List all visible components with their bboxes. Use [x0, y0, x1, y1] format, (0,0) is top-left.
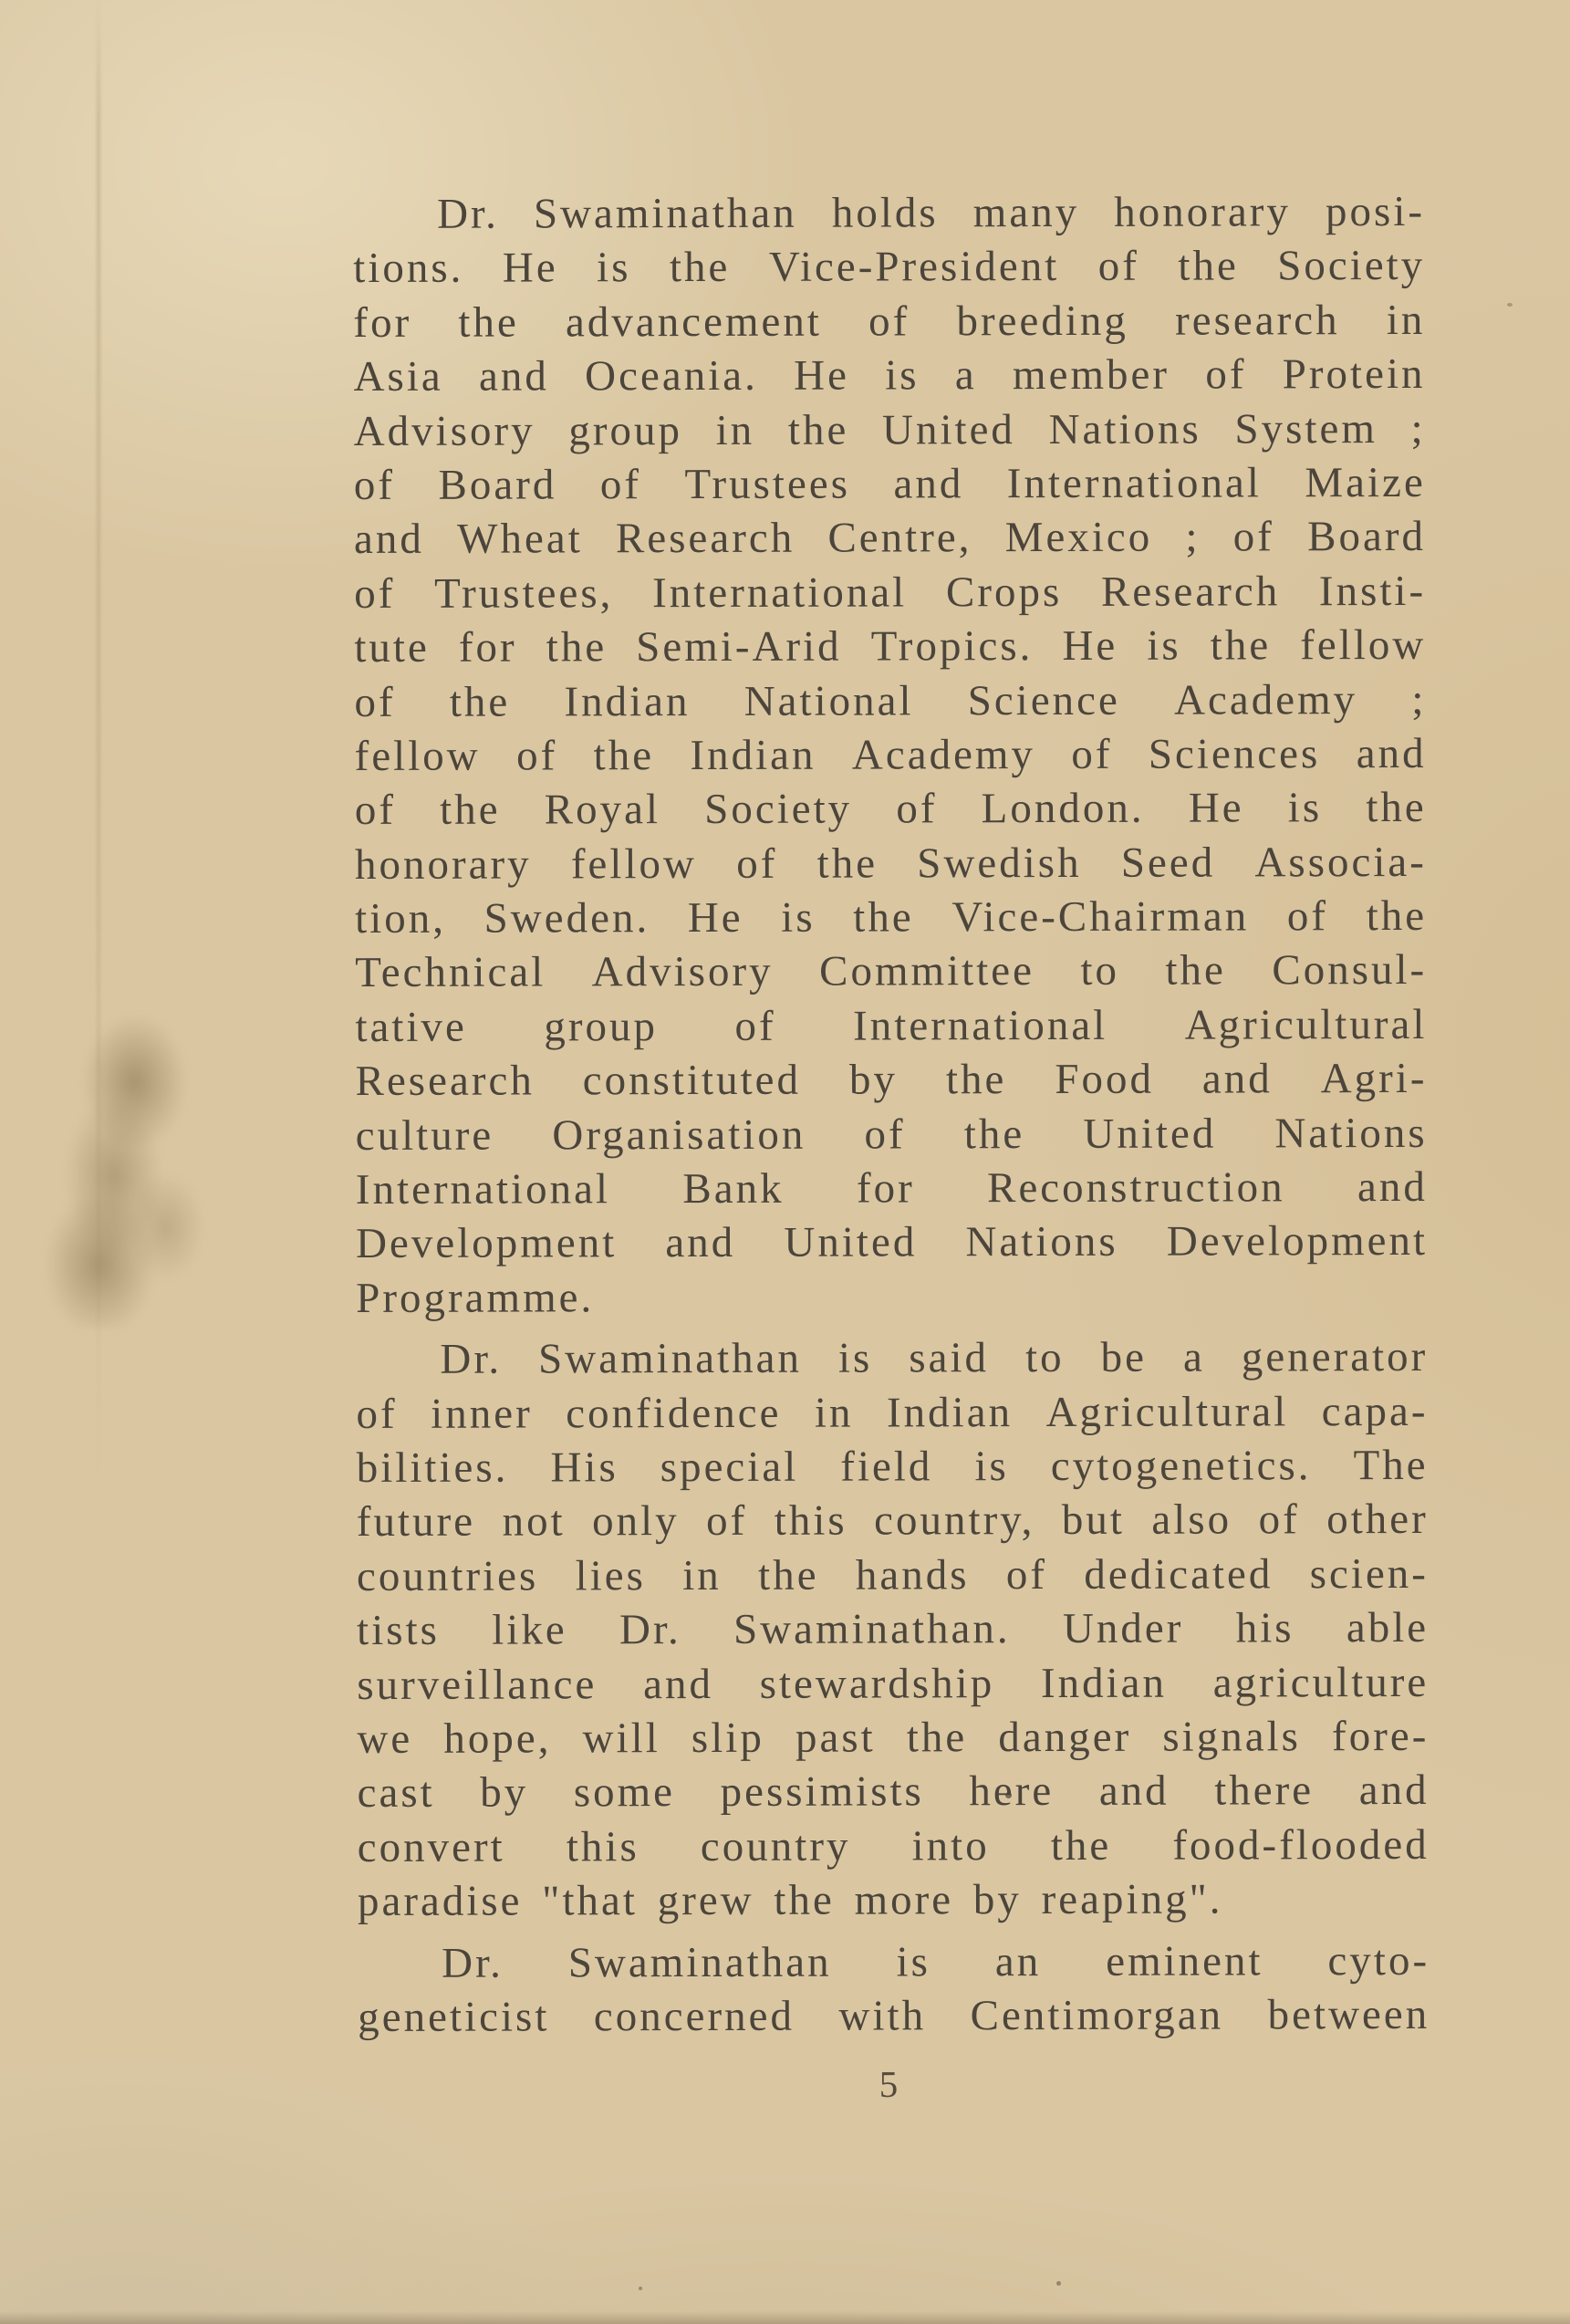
word: future [356, 1498, 476, 1547]
word: International [355, 1165, 611, 1214]
word: member [1012, 350, 1170, 400]
word: of [1071, 730, 1113, 778]
word: He [502, 244, 558, 292]
word: Royal [544, 786, 661, 834]
word: Swaminathan. [733, 1605, 1011, 1654]
word: Research [615, 515, 795, 563]
text-line [355, 1052, 1427, 1109]
text-line [357, 1439, 1429, 1495]
word: lies [575, 1551, 646, 1600]
word: Academy [851, 730, 1036, 779]
word: his [1235, 1604, 1294, 1652]
text-line [355, 727, 1427, 784]
word: able [1346, 1604, 1430, 1652]
word: hands [855, 1551, 970, 1600]
word: He [794, 351, 849, 400]
word: Maize [1305, 458, 1426, 507]
word: Swaminathan [533, 189, 797, 238]
word: Mexico [1004, 514, 1153, 562]
word: honorary [354, 840, 532, 889]
word: Agricultural [1184, 1000, 1428, 1049]
word: in [1386, 296, 1426, 344]
text-line [356, 1107, 1428, 1163]
word: group [544, 1002, 659, 1051]
word: and [1201, 1055, 1273, 1103]
word: country [700, 1822, 851, 1871]
word: and [643, 1660, 714, 1708]
word: United [1083, 1110, 1217, 1158]
word: this [774, 1496, 847, 1546]
word: the [1366, 891, 1428, 941]
paper-stain [27, 1013, 219, 1328]
text-line [357, 1655, 1429, 1712]
word: the [816, 839, 879, 888]
word: of [736, 839, 778, 888]
word: tative [355, 1003, 467, 1051]
word: of [868, 297, 910, 346]
word: pessimists [720, 1767, 924, 1817]
word: surveillance [357, 1660, 598, 1709]
word: fellow [1300, 621, 1427, 670]
word: Research [355, 1057, 535, 1106]
word: we [357, 1714, 413, 1763]
word: The [1353, 1441, 1429, 1490]
word: be [1100, 1333, 1148, 1382]
word: posi- [1325, 187, 1426, 236]
word: holds [831, 189, 939, 237]
word: tion, [355, 894, 447, 943]
word: but [1061, 1496, 1125, 1545]
word: Dr. [442, 1939, 504, 1987]
word: Semi-Arid [636, 622, 842, 672]
word: of [864, 1110, 906, 1159]
word: will [582, 1714, 660, 1763]
word: International [652, 568, 908, 617]
word: and [1356, 729, 1427, 778]
word: cytogenetics. [1050, 1442, 1312, 1490]
word: fore- [1331, 1712, 1430, 1761]
word: Nations [1048, 405, 1201, 453]
word: many [972, 188, 1080, 237]
word: signals [1162, 1713, 1301, 1761]
text-line [354, 619, 1426, 675]
word: and [1357, 1162, 1428, 1212]
paragraph [356, 1330, 1430, 1929]
word: fellow [354, 732, 481, 780]
word: Consul- [1272, 946, 1428, 995]
text-line [357, 1601, 1429, 1658]
text-line [357, 1710, 1429, 1766]
word: Trustees, [433, 568, 614, 618]
word: like [492, 1606, 567, 1654]
word: bilities. [356, 1443, 509, 1492]
text-line [353, 348, 1425, 404]
word: Agricultural [1045, 1387, 1289, 1436]
word: the [449, 678, 511, 726]
word: of [516, 732, 558, 780]
word: the [758, 1551, 819, 1600]
word: of [353, 461, 396, 509]
word: the [669, 244, 731, 292]
word: to [1024, 1334, 1065, 1382]
word: National [743, 676, 914, 725]
word: eminent [1106, 1936, 1263, 1985]
text-block [353, 185, 1430, 2045]
word: group [568, 406, 683, 454]
word: culture [355, 1111, 494, 1160]
text-line [355, 836, 1427, 892]
paper-speck [1507, 303, 1513, 307]
word: fellow [570, 839, 698, 889]
word: Seed [1120, 839, 1216, 887]
page-bottom-shadow [0, 2311, 1570, 2324]
text-line [357, 1493, 1429, 1549]
word: field [840, 1443, 933, 1491]
text-line [353, 239, 1425, 296]
word: some [573, 1768, 676, 1817]
word: inner [431, 1390, 533, 1438]
word: of [354, 569, 396, 618]
word: agriculture [1212, 1658, 1430, 1707]
word: of [354, 678, 396, 726]
word: Organisation [552, 1110, 806, 1160]
word: danger [998, 1713, 1132, 1762]
word: Indian [1040, 1659, 1168, 1707]
word: cast [357, 1769, 435, 1818]
word: past [795, 1714, 876, 1762]
word: United [881, 405, 1015, 454]
word: to [1080, 947, 1120, 995]
paragraph [353, 185, 1428, 1326]
word: country, [874, 1496, 1035, 1545]
word: Development [355, 1219, 618, 1268]
word: capa- [1321, 1387, 1429, 1435]
text-line: paradise "that grew the more by reaping". [357, 1875, 1223, 1926]
word: an [994, 1937, 1042, 1985]
word: Swedish [917, 839, 1082, 888]
word: Centre, [827, 514, 972, 562]
page-number: 5 [879, 2062, 899, 2106]
word: International [853, 1001, 1108, 1050]
word: and [665, 1219, 736, 1267]
word: this [566, 1822, 639, 1871]
word: and [1098, 1766, 1170, 1816]
word: in [715, 406, 755, 454]
text-line [358, 1933, 1430, 1990]
word: Technical [355, 948, 546, 997]
word: special [660, 1443, 799, 1492]
word: constituted [582, 1056, 802, 1105]
word: Indian [886, 1388, 1014, 1437]
word: Board [1307, 513, 1427, 561]
word: for [353, 298, 412, 347]
word: Board [438, 461, 557, 509]
word: Associa- [1254, 838, 1427, 887]
text-line [355, 781, 1427, 838]
word: International [1006, 459, 1262, 508]
word: United [784, 1218, 918, 1267]
word: ; [1185, 513, 1201, 561]
word: food-flooded [1172, 1820, 1430, 1870]
word: the [593, 732, 655, 780]
word: is [974, 1443, 1009, 1491]
word: Dr. [619, 1606, 681, 1654]
word: the [853, 893, 914, 942]
paper-speck [1056, 2281, 1061, 2286]
word: the [906, 1714, 968, 1762]
word: the [945, 1056, 1007, 1104]
word: Asia [353, 352, 443, 401]
word: in [682, 1551, 722, 1600]
word: Food [1055, 1055, 1154, 1104]
word: Dr. [440, 1335, 503, 1383]
text-line [354, 401, 1426, 458]
word: is [896, 1937, 931, 1985]
word: the [1165, 946, 1226, 995]
word: generator [1241, 1333, 1429, 1381]
word: said [909, 1334, 990, 1382]
word: of [356, 1390, 398, 1438]
word: Vice-President [768, 243, 1060, 292]
word: Tropics. [870, 622, 1034, 671]
word: is [885, 351, 920, 400]
word: and [478, 352, 549, 401]
word: is [781, 893, 816, 942]
text-line [356, 1330, 1428, 1387]
word: of [896, 785, 938, 833]
word: Bank [682, 1164, 785, 1214]
word: countries [356, 1552, 539, 1600]
word: Science [967, 676, 1120, 724]
word: Indian [564, 677, 691, 725]
word: of [1205, 350, 1247, 399]
word: His [550, 1443, 619, 1492]
word: scien- [1309, 1549, 1430, 1599]
text-line [354, 565, 1426, 621]
text-line [356, 1161, 1428, 1217]
word: for [458, 623, 517, 672]
word: the [1366, 784, 1427, 832]
word: Reconstruction [986, 1163, 1285, 1213]
word: the [1178, 242, 1239, 291]
word: Oceania. [585, 352, 758, 401]
text-line: Programme. [356, 1274, 595, 1322]
word: with [838, 1992, 927, 2040]
text-line [354, 672, 1426, 729]
text-line [356, 1214, 1428, 1271]
word: and [353, 516, 424, 564]
word: London. [981, 785, 1145, 833]
paragraph [358, 1933, 1430, 2045]
word: Swaminathan [567, 1938, 832, 1986]
text-line [355, 943, 1427, 1000]
word: here [969, 1767, 1055, 1816]
text-line [354, 510, 1426, 567]
word: confidence [566, 1389, 782, 1437]
word: Protein [1282, 350, 1426, 399]
word: Under [1062, 1604, 1184, 1653]
word: of [599, 461, 642, 509]
word: of [1097, 243, 1139, 291]
word: cyto- [1327, 1936, 1430, 1985]
word: Vice-Chairman [951, 892, 1250, 942]
text-line [354, 456, 1426, 513]
word: of [354, 787, 397, 835]
text-line [355, 998, 1427, 1055]
word: He [1062, 621, 1118, 671]
text-line [353, 185, 1425, 242]
word: Academy [1173, 675, 1358, 724]
word: Crops [945, 568, 1063, 617]
word: the [963, 1110, 1025, 1158]
word: honorary [1114, 188, 1291, 236]
word: Advisory [591, 948, 774, 996]
text-line [353, 294, 1425, 350]
text-line [358, 1988, 1430, 2045]
word: the [546, 623, 608, 672]
word: advancement [565, 297, 822, 347]
word: into [911, 1821, 990, 1871]
word: of [1005, 1550, 1048, 1599]
word: tists [357, 1606, 440, 1655]
word: not [502, 1497, 566, 1546]
word: breeding [956, 297, 1128, 346]
word: is [1287, 784, 1323, 832]
text-line [357, 1548, 1429, 1604]
word: tute [354, 623, 430, 672]
word: ; [1411, 675, 1427, 724]
word: the [1050, 1821, 1112, 1870]
word: in [814, 1389, 854, 1437]
word: hope, [443, 1714, 552, 1763]
text-line [356, 1385, 1428, 1442]
word: and [1358, 1766, 1430, 1815]
word: is [597, 244, 631, 292]
word: geneticist [358, 1993, 550, 2041]
word: Sciences [1148, 730, 1321, 778]
word: Nations [1274, 1109, 1428, 1157]
word: a [954, 351, 977, 400]
word: concerned [593, 1992, 795, 2041]
word: for [856, 1164, 915, 1213]
word: Society [1277, 242, 1426, 290]
word: Agri- [1320, 1055, 1428, 1103]
word: a [1182, 1333, 1205, 1381]
text-line [358, 1764, 1430, 1820]
word: Advisory [353, 407, 535, 455]
word: is [1147, 621, 1181, 670]
word: Sweden. [483, 894, 650, 943]
word: dedicated [1084, 1550, 1274, 1599]
word: He [1188, 784, 1244, 832]
word: Society [704, 785, 853, 834]
word: of [1258, 1495, 1300, 1544]
word: convert [357, 1823, 505, 1871]
word: Development [1166, 1217, 1429, 1266]
word: between [1267, 1990, 1430, 2039]
word: Dr. [437, 190, 499, 238]
text-line [358, 1819, 1430, 1875]
word: System [1234, 404, 1378, 453]
text-line [355, 890, 1427, 946]
word: Indian [690, 731, 816, 779]
word: also [1151, 1495, 1232, 1545]
word: Wheat [457, 515, 583, 564]
word: tions. [353, 245, 464, 293]
word: Insti- [1318, 567, 1427, 615]
word: is [837, 1334, 873, 1382]
word: Committee [819, 947, 1035, 996]
word: ; [1410, 404, 1426, 453]
word: the [787, 406, 849, 454]
word: stewardship [759, 1659, 995, 1708]
word: of [706, 1497, 748, 1546]
word: slip [691, 1714, 764, 1762]
word: of [1286, 892, 1329, 941]
word: Research [1100, 568, 1281, 616]
word: Nations [965, 1218, 1118, 1266]
word: the [1210, 621, 1272, 670]
word: other [1326, 1495, 1429, 1544]
word: Trustees [684, 460, 851, 509]
word: by [848, 1056, 899, 1104]
word: there [1214, 1766, 1315, 1815]
word: of [1232, 513, 1274, 561]
word: Swaminathan [538, 1334, 803, 1383]
word: and [893, 460, 964, 508]
word: by [480, 1768, 529, 1817]
word: of [734, 1002, 776, 1050]
word: research [1175, 296, 1340, 345]
word: Centimorgan [970, 1991, 1224, 2040]
word: only [591, 1497, 680, 1546]
word: the [458, 298, 519, 347]
paper-speck [639, 2287, 642, 2290]
word: He [687, 893, 743, 943]
word: the [440, 786, 501, 835]
